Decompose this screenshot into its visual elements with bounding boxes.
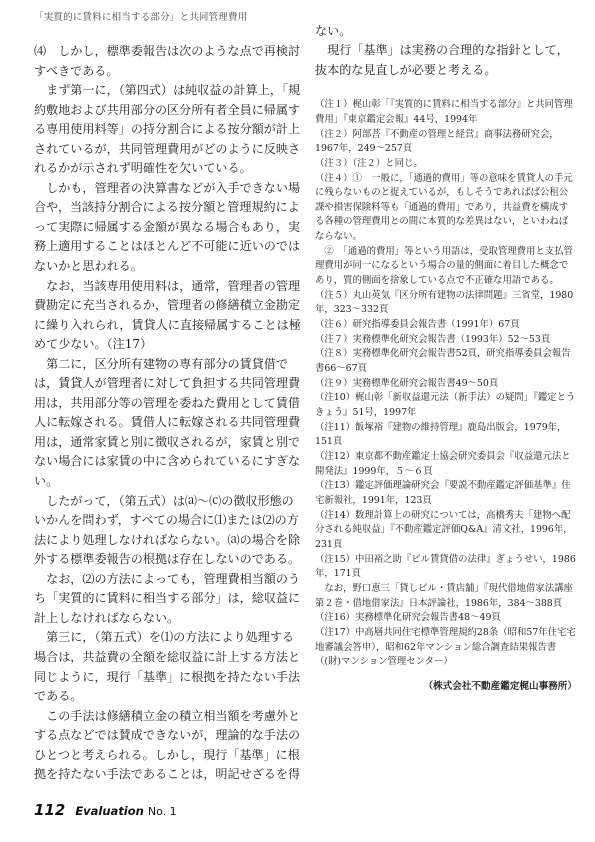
footnote: （注11）飯塚裕『建物の維持管理』鹿島出版会，1979年，151頁 <box>315 421 567 448</box>
footnote: （注４）① 一般に，「通過的費用」等の意味を賃貸人の手元に残らないものと捉えているが，もしそうであればば公租公課や損害保険料等も「通過的費用」であり，共益費を構成する各種の管理費用との間に本質的な差異はない，といわねばならない。 <box>315 172 573 243</box>
paragraph: この手法は修繕積立金の積立相当額を考慮外とする点などでは賛成できないが，理論的な手法のひとつと考えられる。しかし，現行「基準」に根拠を持たない手法であることは，明記せざるを得 <box>34 708 301 782</box>
footnote: （注８）実務標準化研究会報告書52頁，研究指導委員会報告書66～67頁 <box>315 348 571 375</box>
paragraph: しかも，管理者の決算書などが入手できない場合や，当該持分割合による按分額と管理規約によって実際に帰属する金額が異なる場合もあり，実務上適用することはほとんど不可能に近いのではないかと思われる。 <box>34 180 301 274</box>
footnote: （注15）中田裕之助『ビル賃貸借の法律』ぎょうせい，1986年，171頁 <box>315 553 576 580</box>
main-text-left-column <box>34 42 302 785</box>
paragraph: なお，⑵の方法によっても，管理費相当額のうち「実質的に賃料に相当する部分」は，総収益に計上しなければならない。 <box>34 571 301 625</box>
paragraph: 第二に，区分所有建物の専有部分の賃貸借では，賃貸人が管理者に対して負担する共同管理費用は，共用部分等の管理を委ねた費用として賃借人に転嫁される。賃借人に転嫁される共同管理費用は，通常家賃と別に徴収されるが，家賃と別でない場合には家賃の中に含められているにすぎない。 <box>34 356 301 489</box>
footnote: （注７）実務標準化研究会報告書（1993年）52～53頁 <box>315 333 551 345</box>
closing-paragraph: 現行「基準」は実務の合理的な指針として，抜本的な見直しが必要と考える。 <box>315 43 569 77</box>
footnote: （注13）鑑定評価理論研究会『要説不動産鑑定評価基準』住宅新報社，1991年，123頁 <box>315 480 571 506</box>
footnote: （注14）数理計算上の研究については，高橋秀夫「建物へ配分される純収益」『不動産鑑定評価Q&A』清文社，1996年，231頁 <box>315 509 573 550</box>
footnote: （注２）阿部菩『不動産の管理と経営』商事法務研究会，1967年，249～257頁 <box>315 128 559 155</box>
paragraph: ⑷ しかし，標準委報告は次のような点で再検討すべきである。 <box>34 44 301 78</box>
footnotes <box>315 98 577 670</box>
footnote: （注９）実務標準化研究会報告書49～50頁 <box>315 377 499 389</box>
right-column <box>315 22 577 692</box>
paragraph: なお，当該専用使用料は，通常，管理者の管理費勘定に充当されるか，管理者の修繕積立金勘定に繰り入れられ，賃貸人に直接帰属することは極めて少ない。（注17） <box>34 278 301 352</box>
footnote: （注６）研究指導委員会報告書（1991年）67頁 <box>315 319 520 331</box>
paragraph: まず第一に，（第四式）は純収益の計算上，「規約敷地および共用部分の区分所有者全員に帰属する専用使用料等」の持分割合による按分額が計上されているが，共同管理費用がどのように反映されるかが示されず明確性を欠いている。 <box>34 83 301 176</box>
footnote: （注５）丸山英気『区分所有建物の法律問題』三省堂，1980年，323～332頁 <box>315 289 574 316</box>
footnote: （注10）梶山彰「新収益還元法（新手法）の疑問」『鑑定とうきょう』51号，1997年 <box>315 392 576 418</box>
footnote: ② 「通過的費用」等という用語は，受取管理費用と支払管理費用が同一になるという場合の量的側面に着目した概念であり，質的側面を捨象している点で不正確な用語である。 <box>315 245 573 287</box>
issue-number: No. 1 <box>147 805 177 818</box>
footnote: （注16）実務標準化研究会報告書48～49頁 <box>315 612 501 624</box>
paragraph: 第三に，（第五式）を⑴の方法により処理する場合は，共益費の全額を総収益に計上する方法と同じように，現行「基準」に根拠を持たない手法である。 <box>34 630 301 704</box>
running-header: 「実質的に賃料に相当する部分」と共同管理費用 <box>34 12 248 23</box>
page-footer <box>34 800 177 819</box>
footnote: （注17）中高層共同住宅標準管理規約28条（昭和57年住宅宅地審議会答申），昭和62年マンション総合調査結果報告書（(財)マンション管理センター） <box>315 626 576 668</box>
page-number: 112 <box>34 801 66 819</box>
footnote: （注１）梶山彰「『実質的に賃料に相当する部分』と共同管理費用」『東京鑑定会報』44号，1994年 <box>315 99 573 125</box>
paragraph-continuation: ない。 <box>315 24 352 38</box>
footnote: （注３）（注２）と同じ。 <box>315 157 423 169</box>
author-affiliation: （株式会社不動産鑑定梶山事務所） <box>423 680 577 692</box>
footnote: （注12）東京都不動産鑑定士協会研究委員会『収益還元法と開発法』1999年，５～６頁 <box>315 450 571 477</box>
journal-name: Evaluation <box>75 804 144 818</box>
paragraph: したがって，（第五式）は⒜～⒞の徴収形態のいかんを問わず，すべての場合に⑴または⑵の方法により処理しなければならない。⒜の場合を除外する標準委報告の根拠は存在しないのである。 <box>34 493 301 567</box>
footnote: なお，野口恵三「貸しビル・賃店舗」『現代借地借家法講座第２巻・借地借家法』日本評論社，1986年，384～388頁 <box>315 582 573 609</box>
